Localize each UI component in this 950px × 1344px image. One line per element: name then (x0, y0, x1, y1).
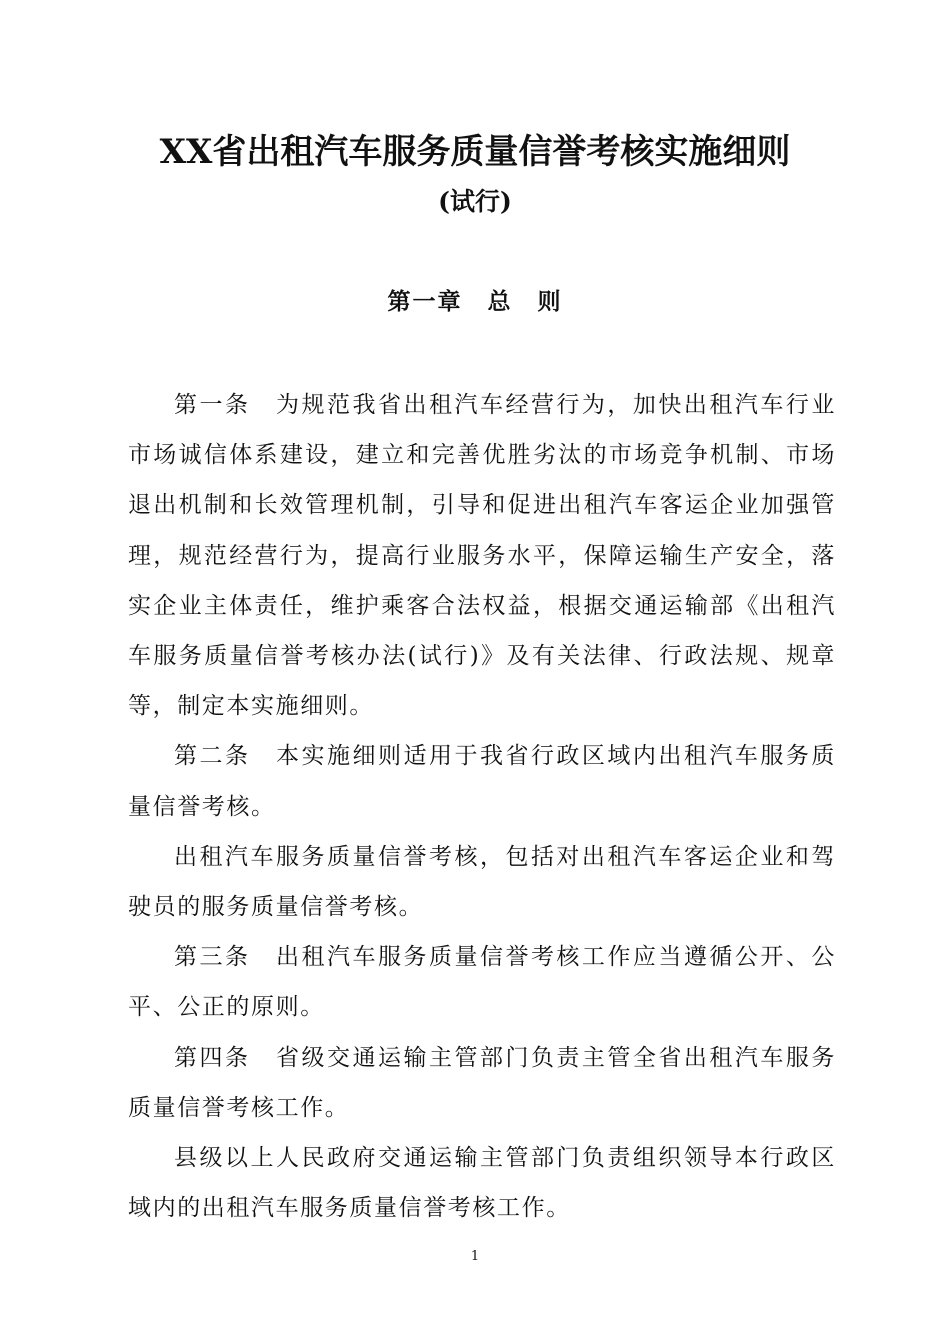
article-text: 省级交通运输主管部门负责主管全省出租汽车服务质量信誉考核工作。 (128, 1044, 836, 1121)
article-label: 第一条 (174, 392, 276, 418)
page-number: 1 (470, 1249, 480, 1264)
document-body (128, 380, 836, 1233)
article-text: 县级以上人民政府交通运输主管部门负责组织领导本行政区域内的出租汽车服务质量信誉考核工作。 (128, 1145, 836, 1222)
chapter-heading: 第一章 总 则 (387, 288, 563, 315)
article-4-paragraph (128, 1033, 836, 1133)
article-3-paragraph (128, 932, 836, 1032)
article-text: 本实施细则适用于我省行政区域内出租汽车服务质量信誉考核。 (128, 743, 836, 820)
article-1-paragraph (128, 380, 836, 731)
article-2-continuation-paragraph (128, 832, 836, 932)
article-2-paragraph (128, 731, 836, 831)
article-text: 出租汽车服务质量信誉考核，包括对出租汽车客运企业和驾驶员的服务质量信誉考核。 (128, 843, 836, 921)
article-label: 第四条 (174, 1044, 276, 1071)
article-4-continuation-paragraph (128, 1133, 836, 1233)
article-label: 第二条 (174, 743, 276, 770)
article-label: 第三条 (174, 944, 276, 971)
article-text: 出租汽车服务质量信誉考核工作应当遵循公开、公平、公正的原则。 (128, 944, 836, 1021)
article-text: 为规范我省出租汽车经营行为，加快出租汽车行业市场诚信体系建设，建立和完善优胜劣汰的市场竞争机制、市场退出机制和长效管理机制，引导和促进出租汽车客运企业加强管理，规范经营行为，提高行业服务水平，保障运输生产安全，落实企业主体责任，维护乘客合法权益，根据交通运输部《出租汽车服务质量信誉考核办法(试行)》及有关法律、行政法规、规章等，制定本实施细则。 (128, 392, 836, 720)
document-title: XX省出租汽车服务质量信誉考核实施细则 (159, 132, 791, 172)
document-subtitle: (试行) (438, 187, 512, 216)
